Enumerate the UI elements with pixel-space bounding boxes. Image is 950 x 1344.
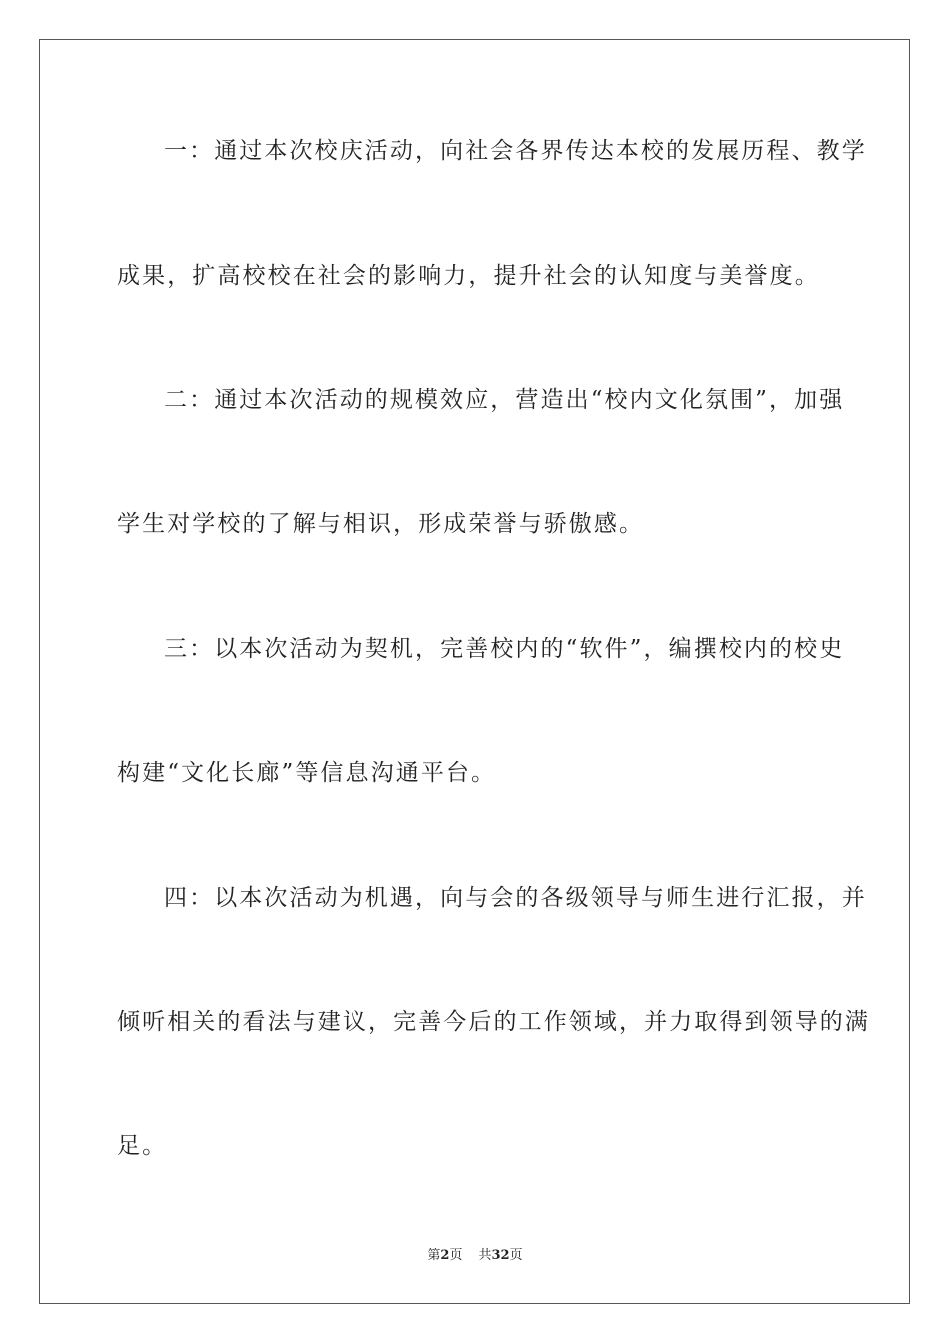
paragraph-4-line-2: 倾听相关的看法与建议，完善今后的工作领域，并力取得到领导的满 (117, 1009, 870, 1035)
page-border (39, 39, 910, 1304)
paragraph-3-line-1: 三：以本次活动为契机，完善校内的“软件”，编撰校内的校史 (164, 636, 845, 662)
paragraph-2-line-2: 学生对学校的了解与相识，形成荣誉与骄傲感。 (117, 511, 645, 537)
page-footer (0, 1247, 950, 1265)
paragraph-2-line-1: 二：通过本次活动的规模效应，营造出“校内文化氛围”，加强 (164, 387, 845, 413)
total-prefix: 共 (478, 1248, 492, 1263)
paragraph-1-line-2: 成果，扩高校校在社会的影响力，提升社会的认知度与美誉度。 (117, 263, 820, 289)
paragraph-4-line-3: 足。 (117, 1133, 168, 1159)
paragraph-3-line-2: 构建“文化长廊”等信息沟通平台。 (117, 760, 497, 786)
page-prefix: 第 (427, 1248, 441, 1263)
total-pages: 32 (491, 1248, 510, 1263)
paragraph-1-line-1: 一：通过本次校庆活动，向社会各界传达本校的发展历程、教学 (164, 138, 867, 164)
paragraph-4-line-1: 四：以本次活动为机遇，向与会的各级领导与师生进行汇报，并 (164, 885, 867, 911)
page-number: 2 (440, 1248, 450, 1263)
total-suffix: 页 (509, 1248, 523, 1263)
page-suffix: 页 (449, 1248, 463, 1263)
